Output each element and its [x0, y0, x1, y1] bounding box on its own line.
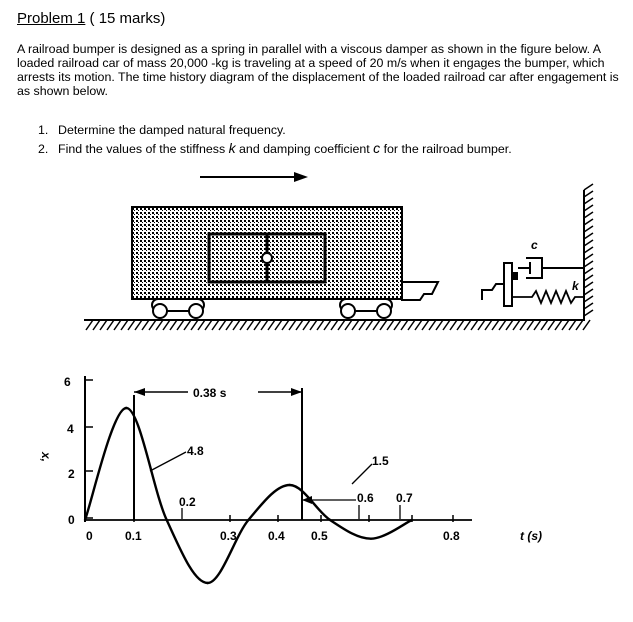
data-point-1	[125, 407, 127, 409]
t2-annotation: 0.6	[357, 491, 374, 505]
y-axis-label: x,	[39, 452, 53, 463]
peak2-annotation: 1.5	[372, 454, 389, 468]
y-tick-6: 6	[64, 375, 71, 389]
x-tick-0.8: 0.8	[443, 529, 460, 543]
x-axis-label: t (s)	[520, 529, 542, 543]
problem-marks: ( 15 marks)	[85, 10, 166, 27]
data-point-0	[84, 519, 86, 521]
x-tick-0.5: 0.5	[311, 529, 328, 543]
x-tick-0: 0	[86, 529, 93, 543]
data-point-8	[411, 519, 413, 521]
ground	[84, 320, 590, 330]
damper-label: c	[531, 238, 538, 252]
data-point-4	[247, 519, 249, 521]
x-tick-0.1: 0.1	[125, 529, 142, 543]
data-point-7	[370, 537, 372, 539]
question-2-pre: Find the values of the stiffness	[58, 142, 229, 156]
question-1-text: Determine the damped natural frequency.	[58, 123, 286, 137]
y-tick-4: 4	[67, 422, 74, 436]
question-1-number: 1.	[38, 123, 49, 137]
problem-paragraph: A railroad bumper is designed as a spring in parallel with a viscous damper as shown in the figure below. A loaded railroad car of mass 20,000 -kg is traveling at a speed of 20 m/s when it engages the bumper, which arrests its motion. The time history diagram of the displacement of the loaded railroad car after engagement is as shown below.	[17, 42, 619, 98]
question-2-var-k: k	[228, 140, 236, 156]
wheel-truck-left	[152, 299, 204, 318]
bumper	[482, 263, 518, 306]
t1-annotation: 0.2	[179, 495, 196, 509]
railroad-car	[132, 207, 438, 300]
data-point-5	[288, 484, 290, 486]
displacement-plot	[39, 375, 542, 584]
question-2-post: for the railroad bumper.	[380, 142, 512, 156]
data-point-2	[166, 519, 168, 521]
data-point-6	[329, 519, 331, 521]
question-2-var-c: c	[373, 140, 381, 156]
data-point-3	[206, 582, 208, 584]
wheel-truck-right	[340, 299, 392, 318]
problem-title-text: Problem 1	[17, 10, 86, 27]
y-tick-0: 0	[68, 513, 75, 527]
damper	[518, 258, 584, 278]
question-2-number: 2.	[38, 142, 49, 156]
spring-label: k	[572, 279, 579, 293]
question-2-mid: and damping coefficient	[235, 142, 374, 156]
velocity-arrow	[200, 172, 308, 182]
wall	[584, 184, 593, 320]
period-annotation: 0.38 s	[193, 386, 227, 400]
x-tick-0.3: 0.3	[220, 529, 237, 543]
x-tick-0.4: 0.4	[268, 529, 285, 543]
y-tick-2: 2	[68, 467, 75, 481]
t3-annotation: 0.7	[396, 491, 413, 505]
peak1-annotation: 4.8	[187, 444, 204, 458]
